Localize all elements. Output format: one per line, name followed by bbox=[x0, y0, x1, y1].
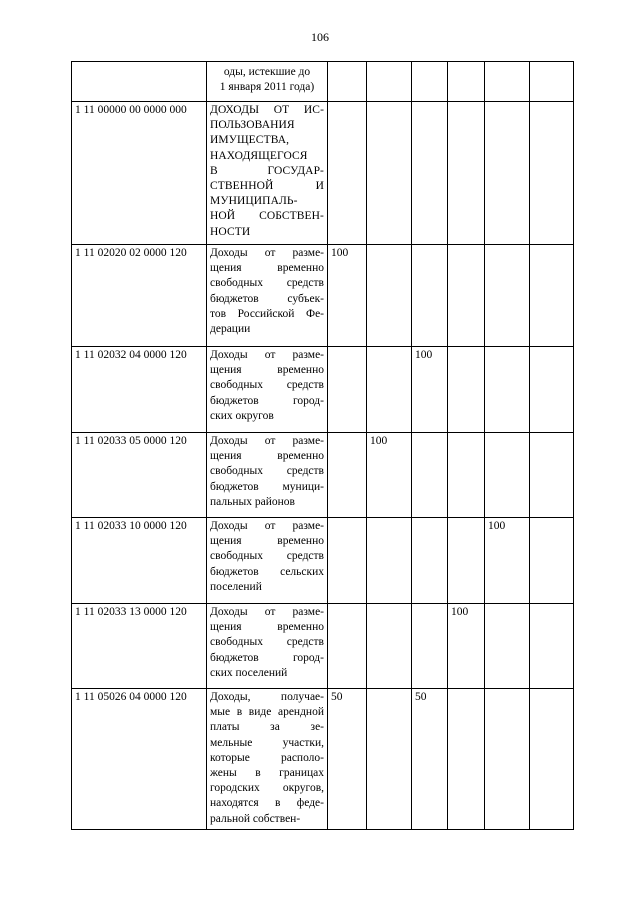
name-line: Доходы от разме- bbox=[210, 247, 324, 259]
code-cell: 1 11 00000 00 0000 000 bbox=[72, 102, 207, 245]
name-line: НОЙ СОБСТВЕН- bbox=[210, 210, 324, 223]
name-line: платы за зе- bbox=[210, 721, 324, 734]
code-cell: 1 11 02020 02 0000 120 bbox=[72, 245, 207, 347]
value-cell: 100 bbox=[485, 518, 530, 604]
value-cell bbox=[412, 604, 448, 689]
code-cell: 1 11 02033 05 0000 120 bbox=[72, 433, 207, 518]
name-line: свободных средств bbox=[210, 636, 324, 649]
name-line: Доходы от разме- bbox=[210, 520, 324, 532]
value-cell bbox=[485, 62, 530, 102]
name-cell bbox=[207, 604, 328, 689]
value-cell bbox=[367, 689, 412, 830]
name-line: пальных районов bbox=[210, 495, 295, 508]
name-line: тов Российской Фе- bbox=[210, 307, 324, 320]
name-line: В ГОСУДАР- bbox=[210, 164, 324, 177]
name-line: щения временно bbox=[210, 450, 324, 463]
value-cell bbox=[530, 604, 574, 689]
value-cell bbox=[485, 433, 530, 518]
value-cell bbox=[485, 604, 530, 689]
name-line: бюджетов город- bbox=[210, 651, 324, 664]
name-line: ИМУЩЕСТВА, bbox=[210, 134, 290, 147]
value-cell bbox=[328, 604, 367, 689]
value-cell bbox=[412, 102, 448, 245]
value-cell bbox=[448, 518, 485, 604]
name-cell bbox=[207, 347, 328, 433]
name-line: мельные участки, bbox=[210, 736, 324, 749]
name-cell bbox=[207, 62, 328, 102]
value-cell bbox=[412, 62, 448, 102]
value-cell bbox=[485, 347, 530, 433]
table-row bbox=[72, 102, 574, 245]
name-line: ских поселений bbox=[210, 666, 288, 679]
value-cell bbox=[448, 433, 485, 518]
value-cell: 50 bbox=[328, 689, 367, 830]
name-line: бюджетов город- bbox=[210, 394, 324, 407]
value-cell bbox=[448, 62, 485, 102]
value-cell bbox=[328, 102, 367, 245]
revenue-table bbox=[71, 61, 574, 830]
name-cell bbox=[207, 102, 328, 245]
value-cell bbox=[367, 518, 412, 604]
value-cell: 100 bbox=[448, 604, 485, 689]
name-line: ральной собствен- bbox=[210, 812, 301, 825]
name-line: ДОХОДЫ ОТ ИС- bbox=[210, 104, 324, 116]
name-line: свободных средств bbox=[210, 465, 324, 478]
name-line: бюджетов субъек- bbox=[210, 292, 324, 305]
value-cell bbox=[448, 689, 485, 830]
name-line: Доходы от разме- bbox=[210, 435, 324, 447]
name-line: бюджетов сельских bbox=[210, 565, 324, 578]
name-line: ских округов bbox=[210, 409, 274, 422]
name-line: поселений bbox=[210, 580, 262, 593]
value-cell bbox=[530, 62, 574, 102]
name-line: жены в границах bbox=[210, 767, 324, 780]
value-cell bbox=[448, 102, 485, 245]
value-cell bbox=[367, 245, 412, 347]
value-cell bbox=[530, 689, 574, 830]
code-cell: 1 11 02032 04 0000 120 bbox=[72, 347, 207, 433]
value-cell bbox=[328, 518, 367, 604]
name-line: Доходы от разме- bbox=[210, 349, 324, 361]
value-cell bbox=[485, 102, 530, 245]
name-line: мые в виде арендной bbox=[210, 706, 324, 719]
value-cell bbox=[485, 245, 530, 347]
value-cell bbox=[485, 689, 530, 830]
name-cell bbox=[207, 689, 328, 830]
name-line: свободных средств bbox=[210, 379, 324, 392]
code-cell: 1 11 02033 10 0000 120 bbox=[72, 518, 207, 604]
value-cell bbox=[530, 102, 574, 245]
name-line: городских округов, bbox=[210, 782, 324, 795]
value-cell: 50 bbox=[412, 689, 448, 830]
name-line: щения временно bbox=[210, 621, 324, 634]
value-cell bbox=[367, 347, 412, 433]
value-cell bbox=[328, 62, 367, 102]
name-cell bbox=[207, 245, 328, 347]
value-cell bbox=[412, 433, 448, 518]
name-cell bbox=[207, 518, 328, 604]
value-cell: 100 bbox=[328, 245, 367, 347]
code-cell: 1 11 02033 13 0000 120 bbox=[72, 604, 207, 689]
table-row bbox=[72, 518, 574, 604]
name-line: СТВЕННОЙ И bbox=[210, 180, 324, 193]
value-cell bbox=[412, 518, 448, 604]
table-row bbox=[72, 245, 574, 347]
value-cell bbox=[412, 245, 448, 347]
name-line: бюджетов муници- bbox=[210, 480, 324, 493]
code-cell bbox=[72, 62, 207, 102]
name-line: щения временно bbox=[210, 535, 324, 548]
name-line: ПОЛЬЗОВАНИЯ bbox=[210, 119, 295, 132]
value-cell bbox=[367, 102, 412, 245]
value-cell bbox=[530, 347, 574, 433]
name-line: МУНИЦИПАЛЬ- bbox=[210, 195, 298, 208]
table-row-continuation bbox=[72, 62, 574, 102]
table-row bbox=[72, 433, 574, 518]
value-cell bbox=[367, 604, 412, 689]
name-line: Доходы от разме- bbox=[210, 606, 324, 618]
name-line: оды, истекшие до bbox=[223, 66, 311, 78]
name-line: которые располо- bbox=[210, 751, 324, 764]
name-line: свободных средств bbox=[210, 550, 324, 563]
value-cell bbox=[328, 347, 367, 433]
name-line: НАХОДЯЩЕГОСЯ bbox=[210, 149, 308, 162]
value-cell bbox=[530, 433, 574, 518]
value-cell bbox=[530, 518, 574, 604]
name-line: НОСТИ bbox=[210, 225, 251, 238]
name-cell bbox=[207, 433, 328, 518]
name-line: щения временно bbox=[210, 364, 324, 377]
name-line: свободных средств bbox=[210, 277, 324, 290]
code-cell: 1 11 05026 04 0000 120 bbox=[72, 689, 207, 830]
name-line: Доходы, получае- bbox=[210, 691, 324, 703]
table-row bbox=[72, 604, 574, 689]
table-row bbox=[72, 347, 574, 433]
value-cell bbox=[367, 62, 412, 102]
table-row bbox=[72, 689, 574, 830]
value-cell: 100 bbox=[367, 433, 412, 518]
value-cell bbox=[530, 245, 574, 347]
name-line: дерации bbox=[210, 323, 251, 336]
value-cell bbox=[448, 245, 485, 347]
name-line: находятся в феде- bbox=[210, 797, 324, 810]
name-line: щения временно bbox=[210, 262, 324, 275]
name-line: 1 января 2011 года) bbox=[219, 81, 315, 94]
page-number: 106 bbox=[311, 30, 329, 44]
value-cell: 100 bbox=[412, 347, 448, 433]
value-cell bbox=[328, 433, 367, 518]
value-cell bbox=[448, 347, 485, 433]
